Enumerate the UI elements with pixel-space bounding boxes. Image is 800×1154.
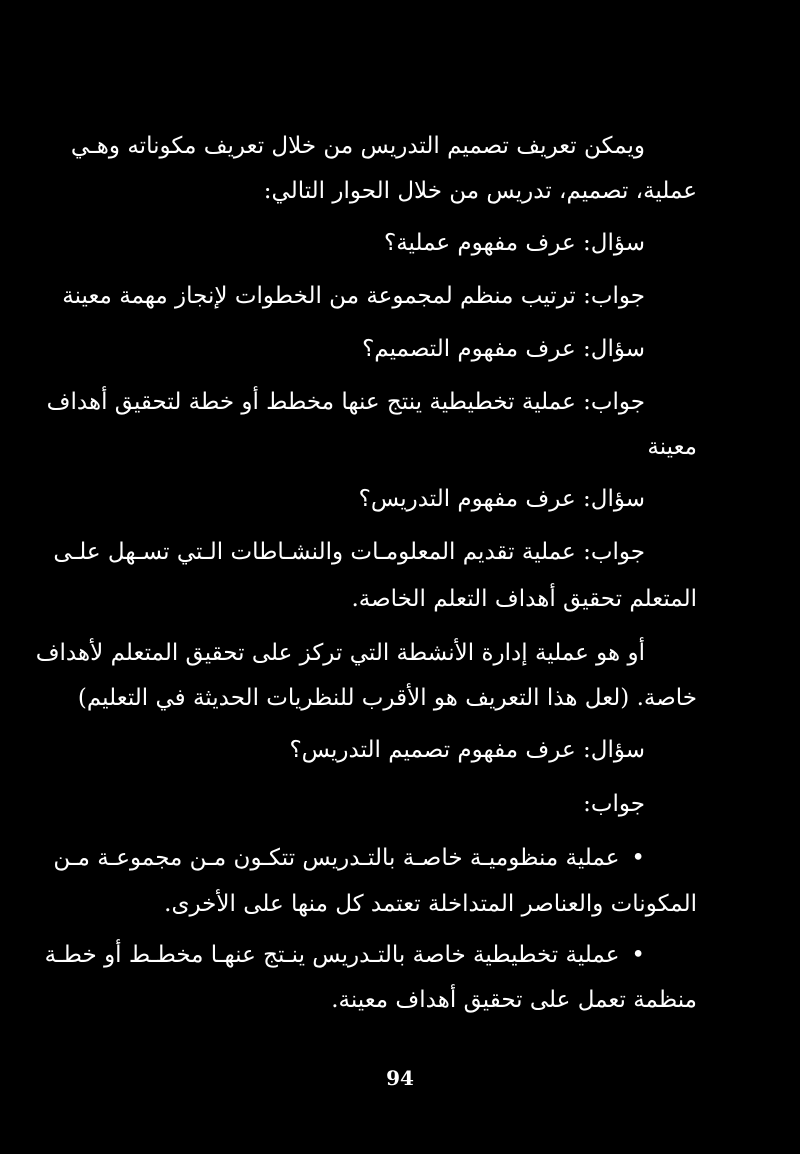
answer-design-line-2: معينة — [647, 434, 697, 460]
alternative-definition-line-2: خاصة. (لعل هذا التعريف هو الأقرب للنظريات الحديثة في التعليم) — [77, 685, 697, 711]
bullet-icon: • — [631, 942, 645, 968]
bullet-icon: • — [631, 845, 645, 871]
answer-design-line-1: جواب: عملية تخطيطية ينتج عنها مخطط أو خطة لتحقيق أهداف — [46, 389, 645, 415]
question-instructional-design: سؤال: عرف مفهوم تصميم التدريس؟ — [289, 737, 645, 763]
intro-line-2: عملية، تصميم، تدريس من خلال الحوار التالي: — [263, 178, 697, 204]
intro-line-1: ويمكن تعريف تصميم التدريس من خلال تعريف مكوناته وهـي — [70, 133, 645, 159]
answer-teaching-line-1: جواب: عملية تقديم المعلومـات والنشـاطات الـتي تسـهل علـى — [53, 539, 645, 565]
bullet-item-2-line-2: منظمة تعمل على تحقيق أهداف معينة. — [331, 987, 697, 1013]
bullet-item-2-text: عملية تخطيطية خاصة بالتـدريس ينـتج عنهـا مخطـط أو خطـة — [44, 942, 620, 968]
page-number: 94 — [386, 1066, 414, 1090]
bullet-item-1-line-2: المكونات والعناصر المتداخلة تعتمد كل منها على الأخرى. — [164, 891, 697, 917]
bullet-item-1-text: عملية منظوميـة خاصـة بالتـدريس تتكـون مـن مجموعـة مـن — [53, 845, 620, 871]
bullet-item-2-line-1 — [44, 940, 645, 970]
answer-teaching-line-2: المتعلم تحقيق أهداف التعلم الخاصة. — [351, 586, 697, 612]
alternative-definition-line-1: أو هو عملية إدارة الأنشطة التي تركز على تحقيق المتعلم لأهداف — [35, 640, 645, 666]
answer-process: جواب: ترتيب منظم لمجموعة من الخطوات لإنجاز مهمة معينة — [62, 283, 645, 309]
bullet-item-1-line-1 — [53, 843, 645, 873]
question-process: سؤال: عرف مفهوم عملية؟ — [384, 230, 645, 256]
question-teaching: سؤال: عرف مفهوم التدريس؟ — [358, 486, 645, 512]
answer-instructional-design-label: جواب: — [583, 791, 645, 817]
question-design: سؤال: عرف مفهوم التصميم؟ — [362, 336, 645, 362]
